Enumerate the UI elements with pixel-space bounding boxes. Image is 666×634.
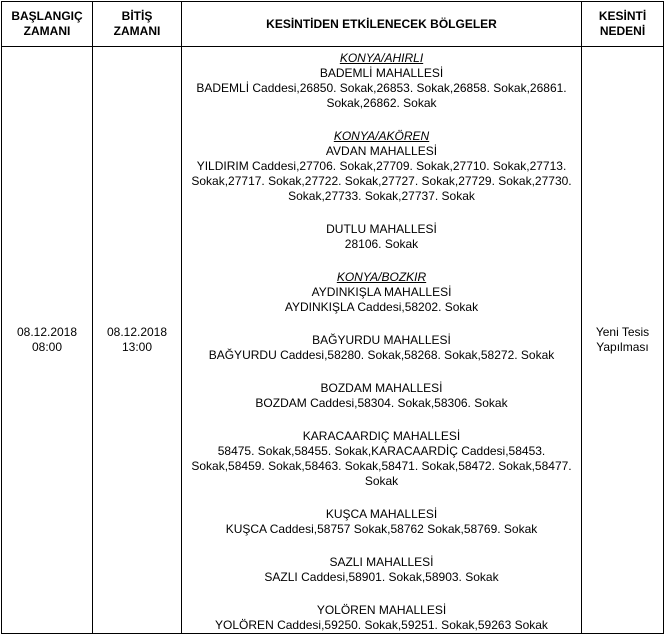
region-streets: BOZDAM Caddesi,58304. Sokak,58306. Sokak	[255, 396, 508, 410]
regions-cell	[182, 47, 582, 634]
region-block	[182, 381, 581, 411]
header-row	[2, 2, 664, 47]
end-date: 08.12.2018	[106, 325, 168, 339]
region-block	[182, 51, 581, 111]
reason-line-1: Yeni Tesis	[595, 325, 650, 339]
region-streets: SAZLI Caddesi,58901. Sokak,58903. Sokak	[264, 570, 499, 584]
regions-list	[182, 47, 581, 633]
header-affected-regions: KESİNTİDEN ETKİLENECEK BÖLGELER	[182, 2, 582, 47]
region-block	[182, 555, 581, 585]
region-block	[182, 129, 581, 204]
region-city: KONYA/AKÖREN	[333, 129, 430, 143]
region-mahalle: DUTLU MAHALLESİ	[326, 222, 437, 236]
region-block	[182, 603, 581, 633]
region-streets: 28106. Sokak	[344, 237, 419, 251]
region-streets: BADEMLİ Caddesi,26850. Sokak,26853. Sokak,26858. Sokak,26861. Sokak,26862. Sokak	[196, 81, 567, 110]
region-mahalle: BOZDAM MAHALLESİ	[320, 381, 443, 395]
header-start-time: BAŞLANGIÇ ZAMANI	[2, 2, 93, 47]
region-mahalle: AYDINKIŞLA MAHALLESİ	[311, 285, 452, 299]
region-streets: 58475. Sokak,58455. Sokak,KARACAARDİÇ Caddesi,58453. Sokak,58459. Sokak,58463. Sokak,58471. Sokak,58472. Sokak,58477. Sokak	[191, 444, 572, 488]
region-mahalle: SAZLI MAHALLESİ	[329, 555, 434, 569]
table-row	[2, 47, 664, 634]
header-reason: KESİNTİ NEDENİ	[582, 2, 664, 47]
region-streets: KUŞCA Caddesi,58757 Sokak,58762 Sokak,58769. Sokak	[225, 522, 538, 536]
region-block	[182, 429, 581, 489]
header-end-time: BİTİŞ ZAMANI	[93, 2, 182, 47]
region-block	[182, 270, 581, 315]
region-streets: AYDINKIŞLA Caddesi,58202. Sokak	[284, 300, 479, 314]
region-city: KONYA/AHIRLI	[339, 51, 424, 65]
end-time: 13:00	[121, 340, 153, 354]
region-streets: YOLÖREN Caddesi,59250. Sokak,59251. Sokak,59263 Sokak	[215, 618, 548, 632]
region-streets: YILDIRIM Caddesi,27706. Sokak,27709. Sokak,27710. Sokak,27713. Sokak,27717. Sokak,27722. Sokak,27727. Sokak,27729. Sokak,27730. Sokak,27733. Sokak,27737. Sokak	[191, 159, 572, 203]
region-block	[182, 333, 581, 363]
region-block	[182, 222, 581, 252]
start-time: 08:00	[31, 340, 63, 354]
reason-line-2: Yapılması	[596, 340, 649, 354]
reason-cell	[582, 47, 664, 634]
region-mahalle: KARACAARDIÇ MAHALLESİ	[302, 429, 461, 443]
region-streets: BAĞYURDU Caddesi,58280. Sokak,58268. Sokak,58272. Sokak	[208, 348, 555, 362]
start-date: 08.12.2018	[16, 325, 78, 339]
region-mahalle: YOLÖREN MAHALLESİ	[316, 603, 447, 617]
region-mahalle: AVDAN MAHALLESİ	[325, 144, 438, 158]
region-mahalle: BAĞYURDU MAHALLESİ	[312, 333, 451, 347]
region-block	[182, 507, 581, 537]
region-mahalle: BADEMLİ MAHALLESİ	[319, 66, 444, 80]
start-cell	[2, 47, 93, 634]
region-city: KONYA/BOZKIR	[336, 270, 427, 284]
outage-table	[1, 1, 664, 634]
end-cell	[93, 47, 182, 634]
region-mahalle: KUŞCA MAHALLESİ	[325, 507, 438, 521]
